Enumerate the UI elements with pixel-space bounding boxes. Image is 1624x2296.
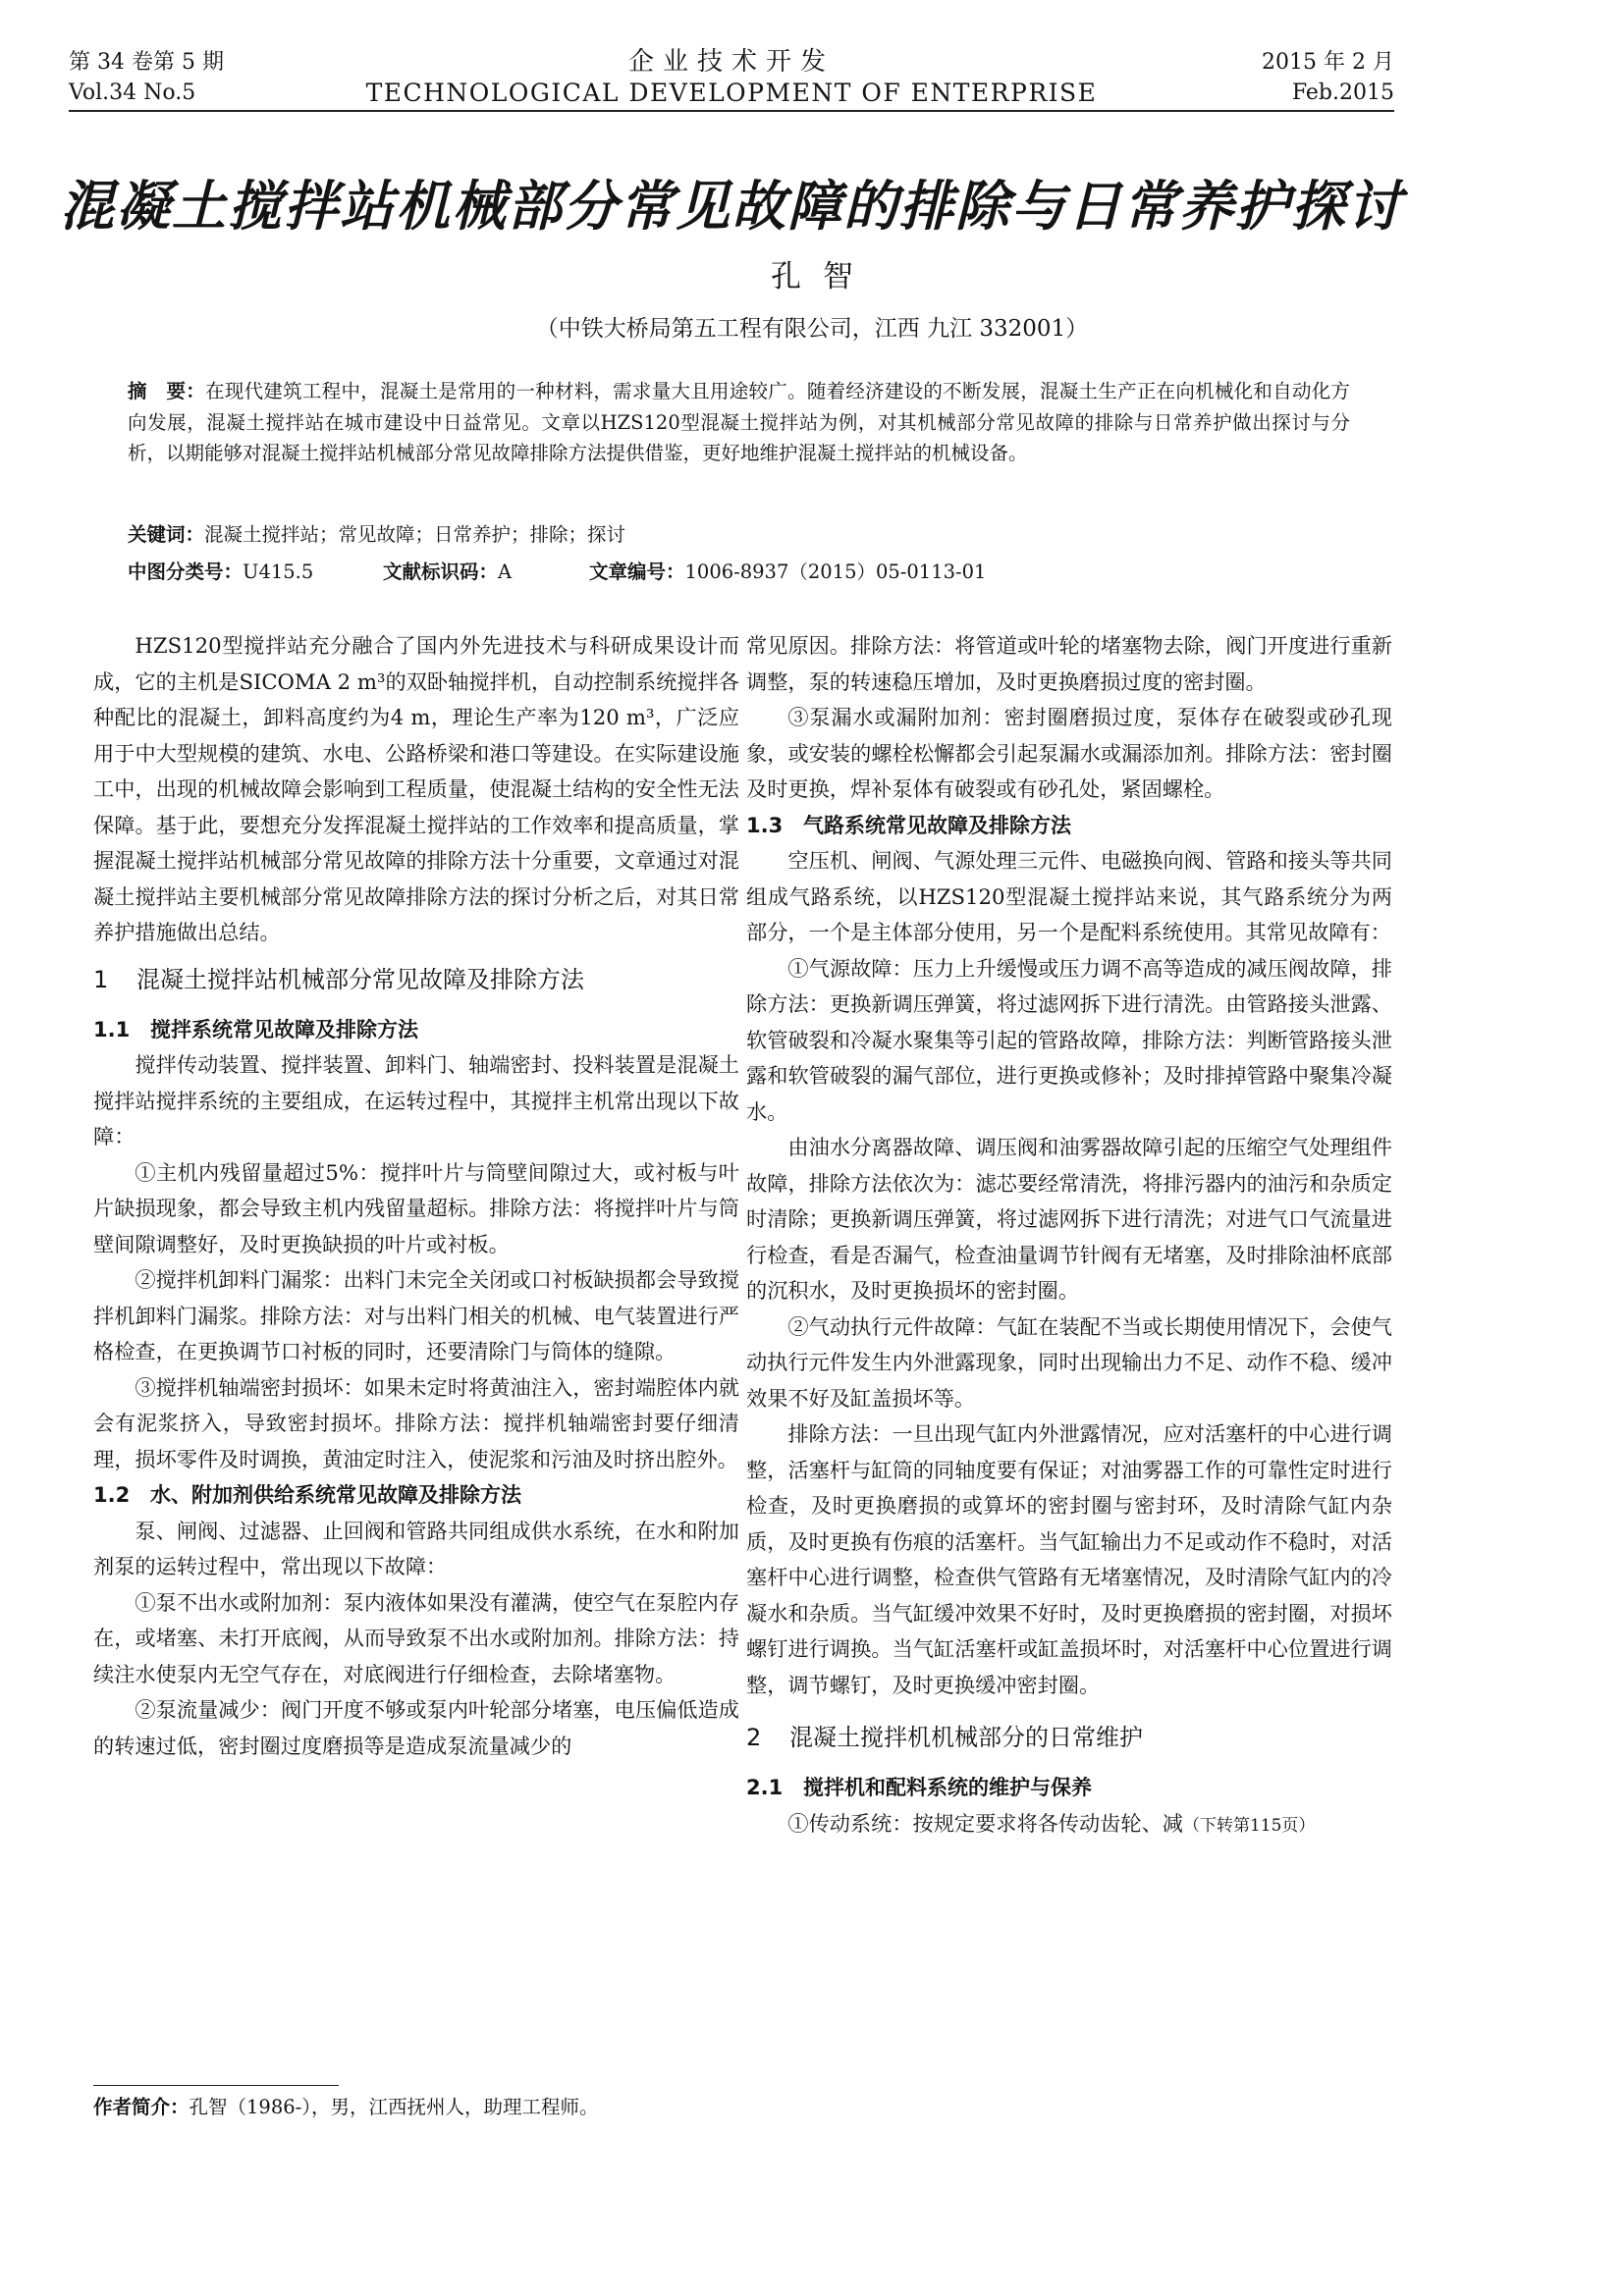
abstract-text: 在现代建筑工程中，混凝土是常用的一种材料，需求量大且用途较广。随着经济建设的不断发展，混凝土生产正在向机械化和自动化方向发展，混凝土搅拌站在城市建设中日益常见。文章以HZS120型混凝土搅拌站为例，对其机械部分常见故障的排除与日常养护做出探讨与分析，以期能够对混凝土搅拌站机械部分常见故障排除方法提供借鉴，更好地维护混凝土搅拌站的机械设备。 <box>128 380 1350 465</box>
section-number: 2 <box>746 1724 762 1751</box>
doc-code-value: A <box>498 561 513 583</box>
article-no-value: 1006-8937（2015）05-0113-01 <box>684 561 987 583</box>
journal-name <box>69 45 1394 108</box>
date-info <box>1262 47 1394 108</box>
continued-note: （下转第115页） <box>1182 1815 1316 1836</box>
paragraph: ①气源故障：压力上升缓慢或压力调不高等造成的减压阀故障，排除方法：更换新调压弹簧，将过滤网拆下进行清洗。由管路接头泄露、软管破裂和冷凝水聚集等引起的管路故障，排除方法：判断管路接头泄露和软管破裂的漏气部位，进行更换或修补；及时排掉管路中聚集冷凝水。 <box>746 955 1392 1124</box>
section-number: 2.1 <box>746 1776 784 1799</box>
paragraph-continued: 常见原因。排除方法：将管道或叶轮的堵塞物去除，阀门开度进行重新调整，泵的转速稳压增加，及时更换磨损过度的密封圈。 <box>746 633 1392 694</box>
section-title: 混凝土搅拌站机械部分常见故障及排除方法 <box>136 965 584 993</box>
doc-code-group <box>383 557 589 588</box>
section-2-heading <box>746 1721 1392 1754</box>
abstract-label: 摘 要： <box>128 380 206 402</box>
paragraph: 空压机、闸阀、气源处理三元件、电磁换向阀、管路和接头等共同组成气路系统，以HZS120型混凝土搅拌站来说，其气路系统分为两部分，一个是主体部分使用，另一个是配料系统使用。其常见故障有： <box>746 848 1392 944</box>
section-number: 1.1 <box>93 1017 131 1041</box>
body-column-left <box>93 628 739 1764</box>
paragraph: ①主机内残留量超过5%：搅拌叶片与筒壁间隙过大，或衬板与叶片缺损现象，都会导致主机内残留量超标。排除方法：将搅拌叶片与筒壁间隙调整好，及时更换缺损的叶片或衬板。 <box>93 1159 739 1256</box>
intro-paragraph: HZS120型搅拌站充分融合了国内外先进技术与科研成果设计而成，它的主机是SICOMA 2 m³的双卧轴搅拌机，自动控制系统搅拌各种配比的混凝土，卸料高度约为4 m，理论生产率为120 m³，广泛应用于中大型规模的建筑、水电、公路桥梁和港口等建设。在实际建设施工中，出现的机械故障会影响到工程质量，使混凝土结构的安全性无法保障。基于此，要想充分发挥混凝土搅拌站的工作效率和提高质量，掌握混凝土搅拌站机械部分常见故障的排除方法十分重要，文章通过对混凝土搅拌站主要机械部分常见故障排除方法的探讨分析之后，对其日常养护措施做出总结。 <box>93 633 739 944</box>
paragraph: 泵、闸阀、过滤器、止回阀和管路共同组成供水系统，在水和附加剂泵的运转过程中，常出现以下故障： <box>93 1518 739 1578</box>
keywords-text: 混凝土搅拌站；常见故障；日常养护；排除；探讨 <box>204 523 626 546</box>
section-number: 1 <box>93 965 109 993</box>
journal-en: TECHNOLOGICAL DEVELOPMENT OF ENTERPRISE <box>365 79 1098 107</box>
paragraph: ③搅拌机轴端密封损坏：如果未定时将黄油注入，密封端腔体内就会有泥浆挤入，导致密封损坏。排除方法：搅拌机轴端密封要仔细清理，损坏零件及时调换，黄油定时注入，使泥浆和污油及时挤出腔外。 <box>93 1374 739 1471</box>
section-1-2-heading <box>93 1477 739 1514</box>
paragraph: 搅拌传动装置、搅拌装置、卸料门、轴端密封、投料装置是混凝土搅拌站搅拌系统的主要组成，在运转过程中，其搅拌主机常出现以下故障： <box>93 1052 739 1148</box>
keywords <box>128 519 1350 551</box>
volume-en: Vol.34 No.5 <box>69 80 196 105</box>
paragraph: ②搅拌机卸料门漏浆：出料门未完全关闭或口衬板缺损都会导致搅拌机卸料门漏浆。排除方法：对与出料门相关的机械、电气装置进行严格检查，在更换调节口衬板的同时，还要清除门与筒体的缝隙。 <box>93 1267 739 1363</box>
journal-cn: 企业技术开发 <box>627 47 835 77</box>
article-no-label: 文章编号： <box>589 561 685 583</box>
date-en: Feb.2015 <box>1291 80 1394 105</box>
keywords-label: 关键词： <box>128 523 205 546</box>
section-title: 混凝土搅拌机机械部分的日常维护 <box>789 1724 1143 1751</box>
section-title: 气路系统常见故障及排除方法 <box>803 813 1071 837</box>
running-header <box>69 45 1394 112</box>
paragraph: 由油水分离器故障、调压阀和油雾器故障引起的压缩空气处理组件故障，排除方法依次为：滤芯要经常清洗，将排污器内的油污和杂质定时清除；更换新调压弹簧，将过滤网拆下进行清洗；对进气口气流量进行检查，看是否漏气，检查油量调节针阀有无堵塞，及时排除油杯底部的沉积水，及时更换损坏的密封圈。 <box>746 1135 1392 1303</box>
author-affiliation: （中铁大桥局第五工程有限公司，江西 九江 332001） <box>535 316 1089 342</box>
paragraph: ①泵不出水或附加剂：泵内液体如果没有灌满，使空气在泵腔内存在，或堵塞、未打开底阀，从而导致泵不出水或附加剂。排除方法：持续注水使泵内无空气存在，对底阀进行仔细检查，去除堵塞物。 <box>93 1589 739 1686</box>
body-column-right <box>746 628 1392 1843</box>
paragraph: ③泵漏水或漏附加剂：密封圈磨损过度，泵体存在破裂或砂孔现象，或安装的螺栓松懈都会引起泵漏水或漏添加剂。排除方法：密封圈及时更换，焊补泵体有破裂或有砂孔处，紧固螺栓。 <box>746 705 1392 801</box>
footnote-text: 孔智（1986-），男，江西抚州人，助理工程师。 <box>189 2096 599 2118</box>
clc-group <box>128 557 383 588</box>
section-1-heading <box>93 963 739 996</box>
article-author: 孔智 <box>771 259 875 294</box>
doc-code-label: 文献标识码： <box>383 561 499 583</box>
paragraph: 排除方法：一旦出现气缸内外泄露情况，应对活塞杆的中心进行调整，活塞杆与缸筒的同轴度要有保证；对油雾器工作的可靠性定时进行检查，及时更换磨损的或算坏的密封圈与密封环，及时清除气缸内杂质，及时更换有伤痕的活塞杆。当气缸输出力不足或动作不稳时，对活塞杆中心进行调整，检查供气管路有无堵塞情况，及时清除气缸内的冷凝水和杂质。当气缸缓冲效果不好时，及时更换磨损的密封圈，对损坏螺钉进行调换。当气缸活塞杆或缸盖损坏时，对活塞杆中心位置进行调整，调节螺钉，及时更换缓冲密封圈。 <box>746 1421 1392 1697</box>
paragraph-text: ①传动系统：按规定要求将各传动齿轮、减 <box>787 1810 1183 1836</box>
volume-cn: 第 34 卷第 5 期 <box>69 50 224 75</box>
section-1-1-heading <box>93 1012 739 1048</box>
section-1-3-heading <box>746 808 1392 844</box>
article-title: 混凝土搅拌站机械部分常见故障的排除与日常养护探讨 <box>59 174 1403 238</box>
section-number: 1.2 <box>93 1483 131 1507</box>
footnote-label: 作者简介： <box>93 2096 189 2118</box>
section-title: 搅拌机和配料系统的维护与保养 <box>803 1776 1092 1799</box>
clc-value: U415.5 <box>243 561 314 583</box>
author-footnote <box>93 2091 598 2124</box>
article-no-group <box>589 557 986 588</box>
paragraph: ②气动执行元件故障：气缸在装配不当或长期使用情况下，会使气动执行元件发生内外泄露现象，同时出现输出力不足、动作不稳、缓冲效果不好及缸盖损坏等。 <box>746 1313 1392 1411</box>
clc-label: 中图分类号： <box>128 561 244 583</box>
footnote-rule <box>93 2085 339 2086</box>
section-title: 水、附加剂供给系统常见故障及排除方法 <box>150 1483 521 1507</box>
section-number: 1.3 <box>746 813 784 837</box>
classification-line <box>128 557 1350 588</box>
section-2-1-heading <box>746 1770 1392 1806</box>
date-cn: 2015 年 2 月 <box>1262 50 1394 75</box>
section-title: 搅拌系统常见故障及排除方法 <box>150 1017 418 1041</box>
paragraph <box>746 1806 1392 1844</box>
abstract <box>128 376 1350 469</box>
paragraph: ②泵流量减少：阀门开度不够或泵内叶轮部分堵塞，电压偏低造成的转速过低，密封圈过度磨损等是造成泵流量减少的 <box>93 1697 739 1758</box>
